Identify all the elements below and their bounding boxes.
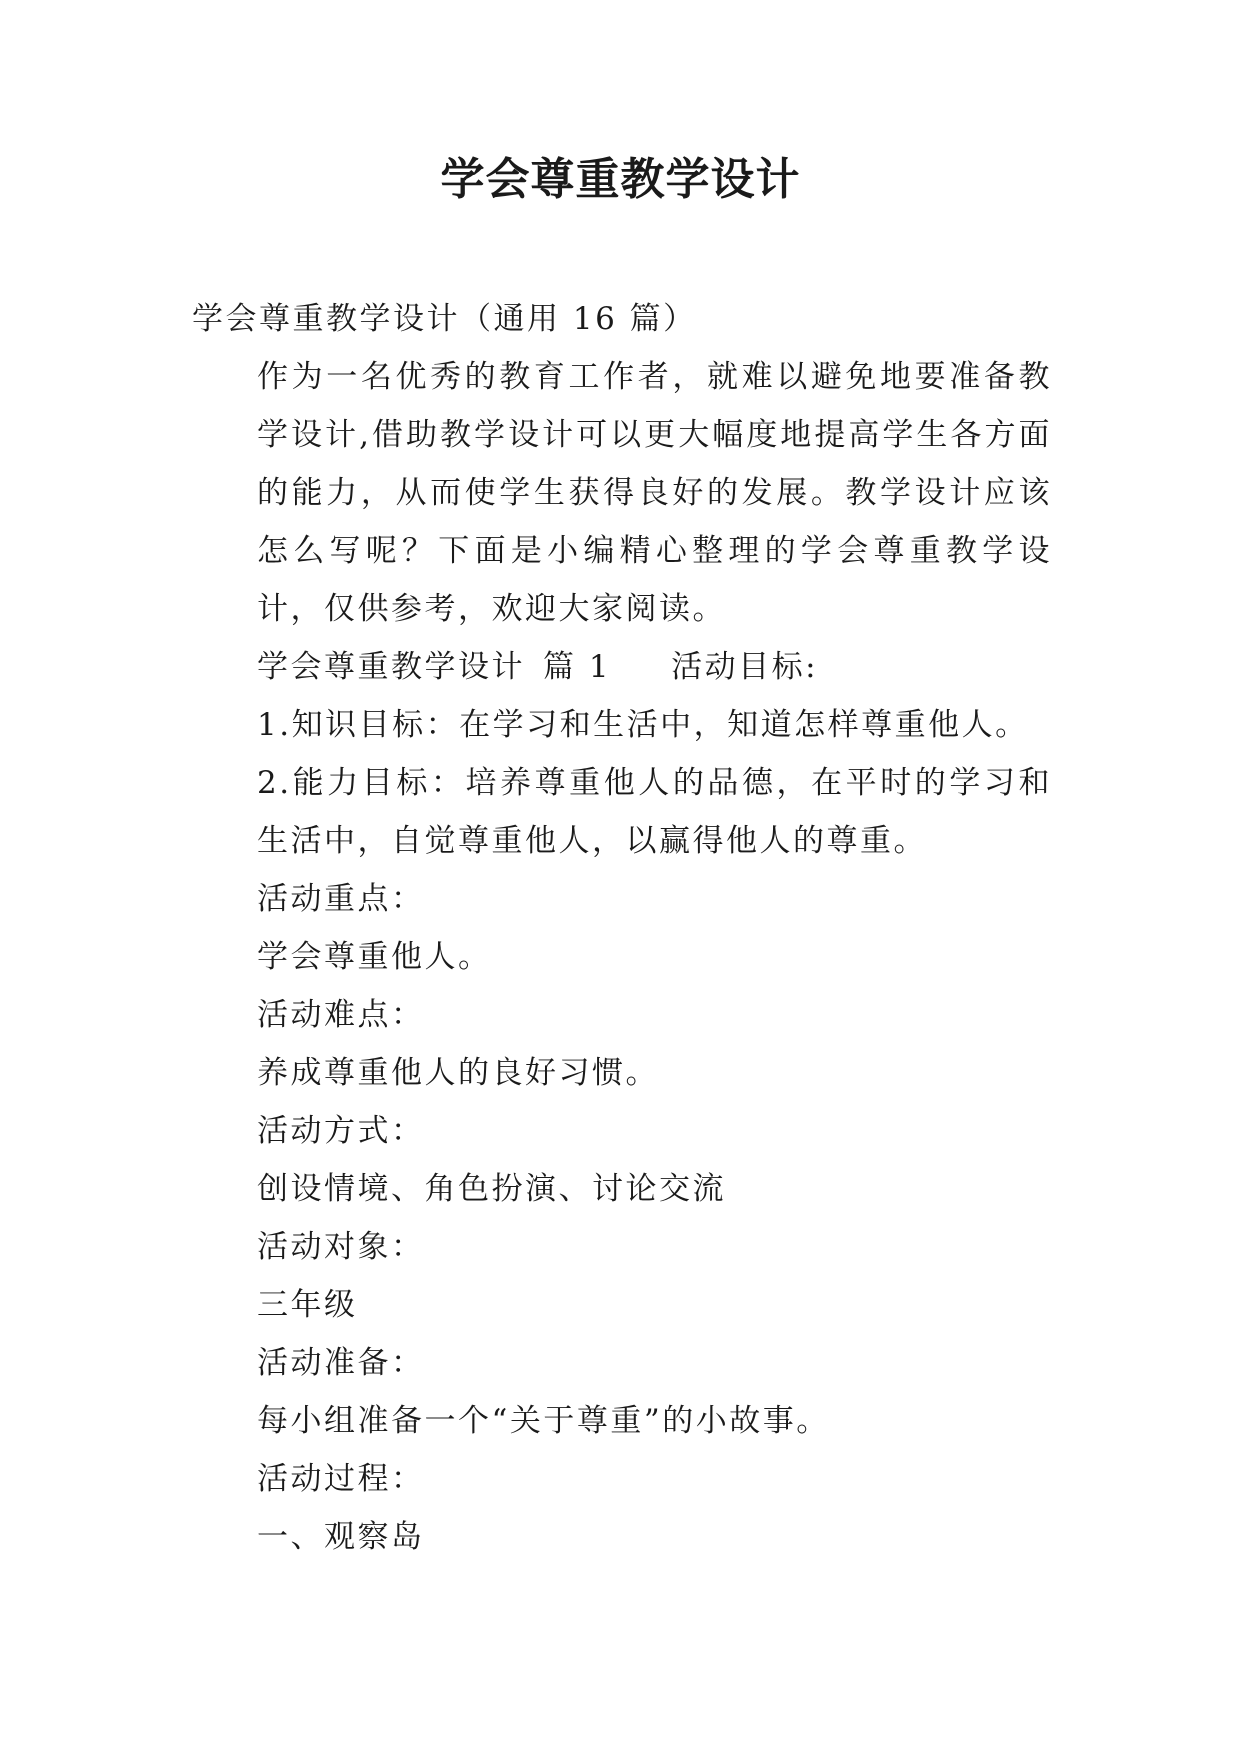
difficulty-label: 活动难点： [257, 997, 425, 1033]
section-number: 篇 1 [543, 649, 612, 685]
process-label: 活动过程： [257, 1461, 425, 1497]
focus-label: 活动重点： [257, 881, 425, 917]
difficulty-text: 养成尊重他人的良好习惯。 [257, 1055, 659, 1091]
section-heading-line [192, 638, 1052, 696]
method-label: 活动方式： [257, 1113, 425, 1149]
document-title: 学会尊重教学设计 [440, 154, 801, 205]
document-subtitle: 学会尊重教学设计（通用 16 篇） [192, 301, 697, 337]
goal-label: 活动目标: [671, 649, 819, 685]
goal-item-1: 1.知识目标：在学习和生活中，知道怎样尊重他人。 [257, 707, 1029, 743]
document-body [192, 290, 1052, 1566]
goal-item-2: 2.能力目标：培养尊重他人的品德，在平时的学习和生活中，自觉尊重他人，以赢得他人的尊重。 [257, 765, 1052, 859]
prep-text: 每小组准备一个“关于尊重”的小故事。 [257, 1403, 830, 1439]
method-text: 创设情境、角色扮演、讨论交流 [257, 1171, 726, 1207]
target-text: 三年级 [257, 1287, 358, 1323]
section-heading: 学会尊重教学设计 [257, 649, 525, 685]
prep-label: 活动准备： [257, 1345, 425, 1381]
target-label: 活动对象： [257, 1229, 425, 1265]
intro-paragraph: 作为一名优秀的教育工作者，就难以避免地要准备教学设计,借助教学设计可以更大幅度地提高学生各方面的能力，从而使学生获得良好的发展。教学设计应该怎么写呢？下面是小编精心整理的学会尊重教学设计，仅供参考，欢迎大家阅读。 [257, 359, 1052, 627]
focus-text: 学会尊重他人。 [257, 939, 492, 975]
step-heading: 一、观察岛 [257, 1519, 425, 1555]
